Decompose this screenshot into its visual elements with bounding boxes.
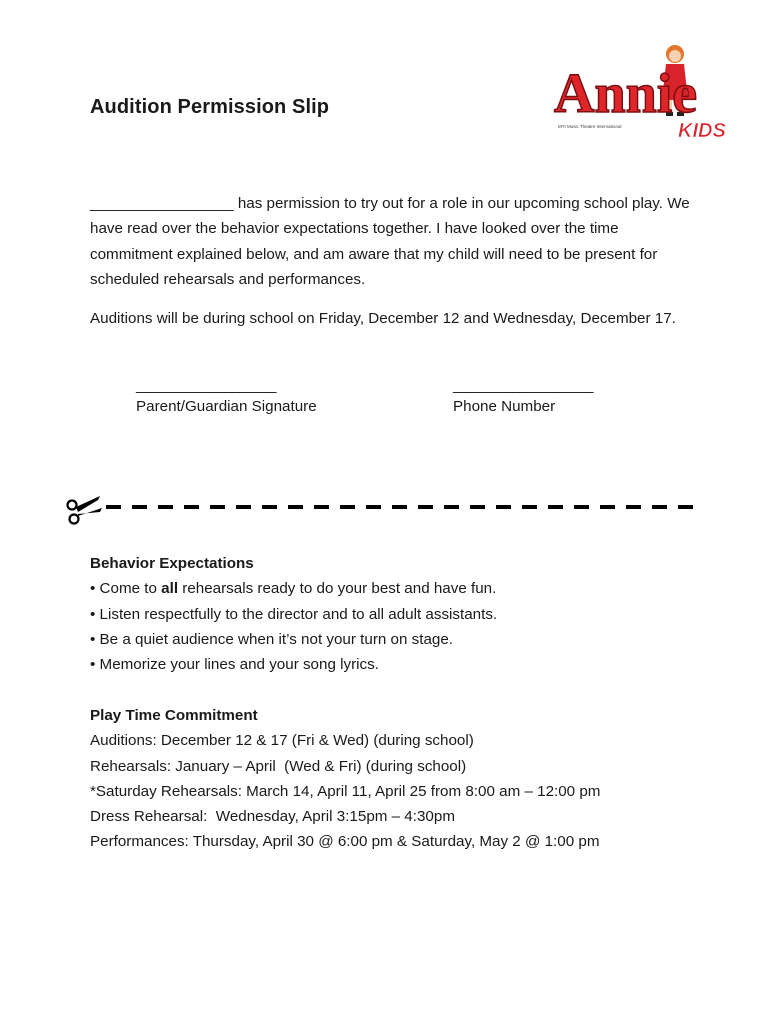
behavior-item: • Come to all rehearsals ready to do your best and have fun.	[90, 580, 497, 598]
behavior-item: • Listen respectfully to the director and to all adult assistants.	[90, 605, 498, 623]
parent-signature-line[interactable]: ___________________	[136, 377, 276, 394]
behavior-item: • Memorize your lines and your song lyrics.	[90, 656, 379, 674]
logo-tagline: MTI Music Theatre International	[558, 124, 622, 129]
behavior-item: • Be a quiet audience when it’s not your turn on stage.	[90, 630, 454, 648]
annie-kids-logo	[550, 40, 750, 140]
phone-number-label: Phone Number	[453, 398, 556, 415]
play-time-commitment	[90, 703, 710, 855]
permission-text: has permission to try out for a role in our upcoming school play. We have read over the behavior expectations together. I have looked over the time commitment explained below, and am aware that my child will need to be present for scheduled rehearsals and performances.	[90, 195, 690, 288]
commitment-line: Performances: Thursday, April 30 @ 6:00 pm & Saturday, May 2 @ 1:00 pm	[90, 833, 600, 851]
logo-word: Annie	[554, 63, 698, 125]
commitment-line: *Saturday Rehearsals: March 14, April 11, April 25 from 8:00 am – 12:00 pm	[90, 782, 601, 800]
commitment-line: Auditions: December 12 & 17 (Fri & Wed) (during school)	[90, 732, 474, 750]
auditions-paragraph: Auditions will be during school on Friday, December 12 and Wednesday, December 17.	[90, 310, 676, 327]
document-title: Audition Permission Slip	[90, 96, 330, 118]
behavior-heading: Behavior Expectations	[90, 555, 254, 572]
behavior-expectations	[90, 551, 710, 677]
child-name-blank[interactable]: _________________	[90, 195, 234, 212]
commitment-heading: Play Time Commitment	[90, 707, 258, 724]
phone-number-line[interactable]: ___________________	[453, 377, 593, 394]
commitment-line: Rehearsals: January – April (Wed & Fri) (during school)	[90, 757, 467, 775]
cut-line	[60, 488, 700, 528]
logo-kids: KIDS	[678, 120, 726, 140]
dashed-cut-line	[106, 505, 696, 509]
commitment-line: Dress Rehearsal: Wednesday, April 3:15pm – 4:30pm	[90, 808, 455, 826]
parent-signature-label: Parent/Guardian Signature	[136, 398, 317, 415]
permission-paragraph	[90, 191, 690, 292]
scissors-icon	[62, 490, 106, 530]
